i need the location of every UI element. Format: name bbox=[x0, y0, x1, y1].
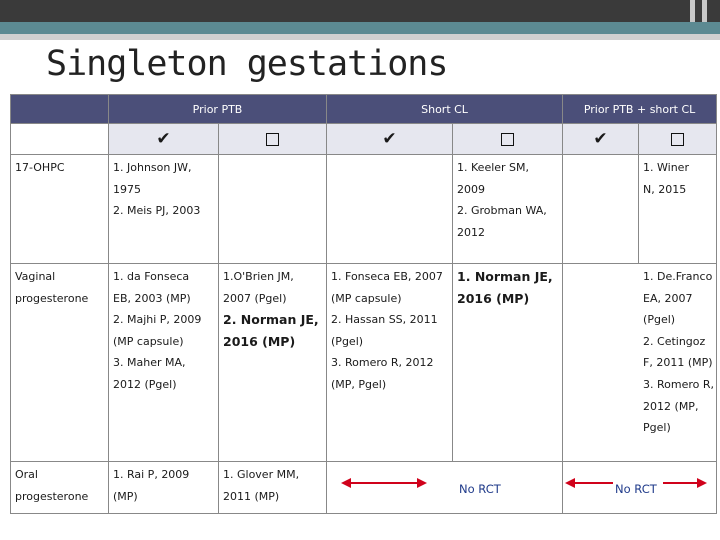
citation: 1. da Fonseca bbox=[113, 270, 190, 283]
row-vaginal-progesterone bbox=[11, 264, 717, 462]
citation: 2012 (Pgel) bbox=[113, 377, 177, 391]
row-17-ohpc bbox=[11, 155, 717, 264]
row-label bbox=[11, 264, 109, 462]
check-row-blank bbox=[11, 124, 109, 155]
citation: 2. Majhi P, 2009 bbox=[113, 313, 202, 327]
citation: 2. Hassan SS, 2011 bbox=[331, 313, 438, 327]
check-mark: ✔ bbox=[109, 124, 219, 155]
citation: (Pgel) bbox=[331, 334, 364, 348]
cell-ohpc-short-cl-no bbox=[453, 155, 563, 264]
citation: 3. Maher MA, bbox=[113, 356, 186, 370]
citation: 2009 bbox=[457, 182, 486, 196]
decor-square bbox=[690, 0, 695, 22]
citation: 1. Winer bbox=[643, 161, 689, 174]
no-rct-label: No RCT bbox=[459, 482, 501, 496]
cell-vaginal-combined bbox=[563, 264, 717, 462]
citation: 2012 (MP, bbox=[643, 399, 699, 413]
citation-emphasized: 2. Norman JE, bbox=[223, 312, 319, 328]
cell-oral-prior-ptb-no bbox=[219, 462, 327, 514]
header-row bbox=[11, 95, 717, 124]
arrow-head-right bbox=[697, 478, 707, 488]
row-label-text: progesterone bbox=[15, 291, 89, 305]
col-header-prior-ptb-short-cl: Prior PTB + short CL bbox=[563, 95, 717, 124]
box-mark bbox=[639, 124, 717, 155]
citation: 2. Meis PJ, 2003 bbox=[113, 204, 201, 218]
check-mark: ✔ bbox=[327, 124, 453, 155]
arrow-head-right bbox=[417, 478, 427, 488]
row-oral-progesterone bbox=[11, 462, 717, 514]
top-grey-band bbox=[0, 34, 720, 40]
empty-box-icon bbox=[266, 133, 279, 146]
cell-oral-combined bbox=[563, 462, 717, 514]
slide-title: Singleton gestations bbox=[46, 44, 448, 84]
col-header-short-cl: Short CL bbox=[327, 95, 563, 124]
cell-vaginal-short-cl-no bbox=[453, 264, 563, 462]
no-rct-label: No RCT bbox=[615, 482, 657, 496]
citation: 2012 bbox=[457, 225, 486, 239]
check-mark: ✔ bbox=[563, 124, 639, 155]
cell-vaginal-short-cl-yes bbox=[327, 264, 453, 462]
citation: 1. Fonseca EB, 2007 bbox=[331, 270, 443, 283]
citation: EA, 2007 bbox=[643, 291, 693, 305]
box-mark bbox=[219, 124, 327, 155]
citation: 1975 bbox=[113, 182, 141, 196]
citation: Pgel) bbox=[643, 421, 671, 435]
citation: 2011 (MP) bbox=[223, 489, 280, 503]
check-row bbox=[11, 124, 717, 155]
citation: F, 2011 (MP) bbox=[643, 356, 713, 370]
evidence-table bbox=[10, 94, 717, 514]
citation: 2007 (Pgel) bbox=[223, 291, 287, 305]
citation: 3. Romero R, 2012 bbox=[331, 356, 434, 370]
citation-emphasized: 1. Norman JE, bbox=[457, 269, 553, 284]
citation: (MP capsule) bbox=[331, 291, 402, 305]
cell-oral-prior-ptb-yes bbox=[109, 462, 219, 514]
citation: (MP capsule) bbox=[113, 334, 184, 348]
row-label-text: Vaginal bbox=[15, 270, 56, 283]
decor-square bbox=[702, 0, 707, 22]
citation: 1. Glover MM, bbox=[223, 468, 300, 481]
cell-ohpc-combined-no bbox=[639, 155, 717, 264]
no-rct-arrow-short-cl bbox=[327, 462, 563, 512]
arrow-head-left bbox=[341, 478, 351, 488]
citation: 1.O'Brien JM, bbox=[223, 270, 294, 283]
col-header-prior-ptb: Prior PTB bbox=[109, 95, 327, 124]
citation: 1. De.Franco bbox=[643, 270, 713, 283]
cell-oral-short-cl bbox=[327, 462, 563, 514]
citation: (Pgel) bbox=[643, 313, 676, 327]
citation: N, 2015 bbox=[643, 182, 687, 196]
citation: 3. Romero R, bbox=[643, 377, 715, 391]
citation-emphasized: 2016 (MP) bbox=[457, 290, 530, 306]
cell-empty bbox=[327, 155, 453, 264]
citation: 1. Rai P, 2009 bbox=[113, 468, 190, 481]
cell-empty bbox=[563, 155, 639, 264]
header-blank bbox=[11, 95, 109, 124]
empty-box-icon bbox=[671, 133, 684, 146]
no-rct-arrow-combined bbox=[563, 462, 717, 512]
row-label-text: Oral bbox=[15, 468, 38, 481]
cell-vaginal-prior-ptb-yes bbox=[109, 264, 219, 462]
citation: (MP, Pgel) bbox=[331, 377, 387, 391]
top-teal-band bbox=[0, 22, 720, 34]
citation: 1. Keeler SM, bbox=[457, 161, 530, 174]
row-label bbox=[11, 462, 109, 514]
cell-empty bbox=[219, 155, 327, 264]
cell-ohpc-prior-ptb-yes bbox=[109, 155, 219, 264]
box-mark bbox=[453, 124, 563, 155]
cell-vaginal-prior-ptb-no bbox=[219, 264, 327, 462]
citation: EB, 2003 (MP) bbox=[113, 291, 191, 305]
citation: 2. Cetingoz bbox=[643, 334, 706, 348]
citation: (MP) bbox=[113, 489, 138, 503]
top-dark-band bbox=[0, 0, 720, 22]
arrow-head-left bbox=[565, 478, 575, 488]
empty-box-icon bbox=[501, 133, 514, 146]
row-label-text: 17-OHPC bbox=[15, 161, 65, 174]
citation: 1. Johnson JW, bbox=[113, 161, 192, 174]
row-label bbox=[11, 155, 109, 264]
citation-emphasized: 2016 (MP) bbox=[223, 333, 296, 349]
citation: 2. Grobman WA, bbox=[457, 204, 547, 218]
row-label-text: progesterone bbox=[15, 489, 89, 503]
